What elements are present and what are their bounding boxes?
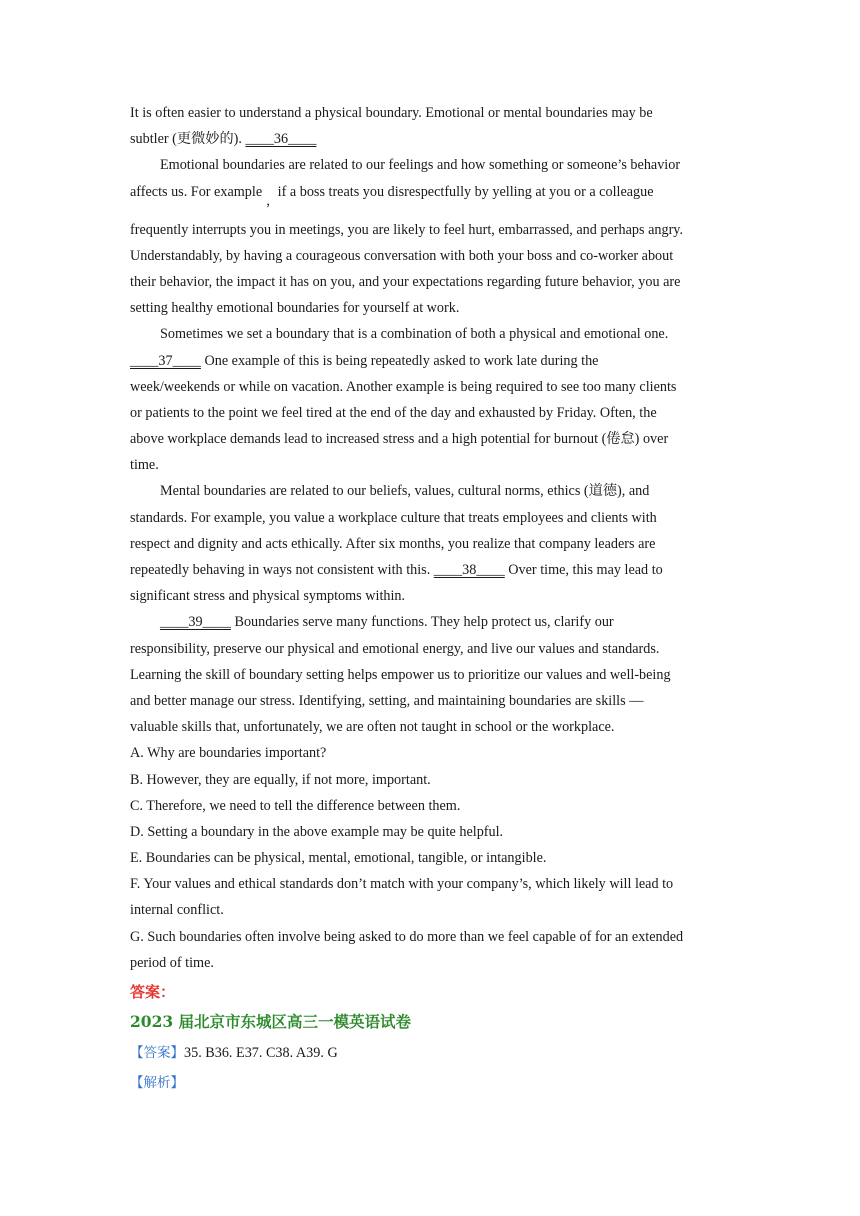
passage-line: Learning the skill of boundary setting helps empower us to prioritize our values and well-being <box>130 666 671 683</box>
option-f: F. Your values and ethical standards don’t match with your company’s, which likely will lead to <box>130 876 674 893</box>
passage-line: or patients to the point we feel tired at the end of the day and exhausted by Friday. Often, the <box>130 404 657 421</box>
answer-bracket: 【答案】 <box>130 1045 184 1061</box>
blank-36: ____36____ <box>245 131 317 148</box>
passage-line: respect and dignity and acts ethically. After six months, you realize that company leaders are <box>130 535 656 552</box>
passage-line: frequently interrupts you in meetings, you are likely to feel hurt, embarrassed, and perhaps angry. <box>130 221 684 238</box>
passage-line <box>130 557 726 583</box>
lowered-comma: , <box>266 192 270 209</box>
passage-line: It is often easier to understand a physical boundary. Emotional or mental boundaries may be <box>130 105 653 121</box>
passage-line <box>130 609 726 635</box>
passage-text: subtler (更微妙的). <box>130 131 246 148</box>
passage-line <box>130 348 726 374</box>
passage-line: Mental boundaries are related to our beliefs, values, cultural norms, ethics (道德), and <box>160 483 650 500</box>
passage-line: their behavior, the impact it has on you, and your expectations regarding future behavior, you are <box>130 273 681 290</box>
option-c: C. Therefore, we need to tell the difference between them. <box>130 797 461 814</box>
passage-line: week/weekends or while on vacation. Another example is being required to see too many clients <box>130 378 677 395</box>
passage-line: Sometimes we set a boundary that is a combination of both a physical and emotional one. <box>160 326 669 343</box>
passage-text: Boundaries serve many functions. They help protect us, clarify our <box>230 614 614 631</box>
passage-line: above workplace demands lead to increased stress and a high potential for burnout (倦怠) over <box>130 431 669 448</box>
passage-line: time. <box>130 457 159 474</box>
passage-line: Emotional boundaries are related to our feelings and how something or someone’s behavior <box>160 157 681 174</box>
option-b: B. However, they are equally, if not more, important. <box>130 771 431 788</box>
blank-39: ____39____ <box>160 614 231 631</box>
passage-line: and better manage our stress. Identifying, setting, and maintaining boundaries are skills — <box>130 692 644 709</box>
passage-line: responsibility, preserve our physical and emotional energy, and live our values and standards. <box>130 640 660 657</box>
passage-text: One example of this is being repeatedly asked to work late during the <box>200 352 599 369</box>
option-f-continued: internal conflict. <box>130 902 224 919</box>
passage-line: significant stress and physical symptoms within. <box>130 588 406 605</box>
passage-line: setting healthy emotional boundaries for yourself at work. <box>130 300 460 317</box>
passage-line: valuable skills that, unfortunately, we are often not taught in school or the workplace. <box>130 719 615 736</box>
option-a: A. Why are boundaries important? <box>130 745 327 762</box>
answer-label: 答案： <box>130 983 176 1001</box>
analysis-bracket: 【解析】 <box>130 1075 184 1091</box>
option-g-continued: period of time. <box>130 954 214 971</box>
blank-37: ____37____ <box>130 352 201 369</box>
passage-line: Understandably, by having a courageous conversation with both your boss and co-worker about <box>130 247 674 264</box>
document-page <box>130 100 726 1098</box>
option-d: D. Setting a boundary in the above example may be quite helpful. <box>130 823 504 840</box>
passage-text: Over time, this may lead to <box>504 562 663 578</box>
option-e: E. Boundaries can be physical, mental, emotional, tangible, or intangible. <box>130 850 547 867</box>
passage-text: repeatedly behaving in ways not consistent with this. <box>130 562 434 578</box>
exam-title: 2023 届北京市东城区高三一模英语试卷 <box>130 1012 412 1031</box>
analysis-line <box>130 1068 726 1098</box>
passage-text: affects us. For example <box>130 183 263 200</box>
passage-line <box>130 179 726 217</box>
option-g: G. Such boundaries often involve being asked to do more than we feel capable of for an extended <box>130 928 684 945</box>
passage-line: standards. For example, you value a workplace culture that treats employees and clients with <box>130 509 657 526</box>
passage-line <box>130 126 726 152</box>
answer-line <box>130 1038 726 1068</box>
answer-text: 35. B36. E37. C38. A39. G <box>184 1045 338 1061</box>
blank-38: ____38____ <box>433 562 505 578</box>
passage-text: if a boss treats you disrespectfully by yelling at you or a colleague <box>274 183 654 200</box>
